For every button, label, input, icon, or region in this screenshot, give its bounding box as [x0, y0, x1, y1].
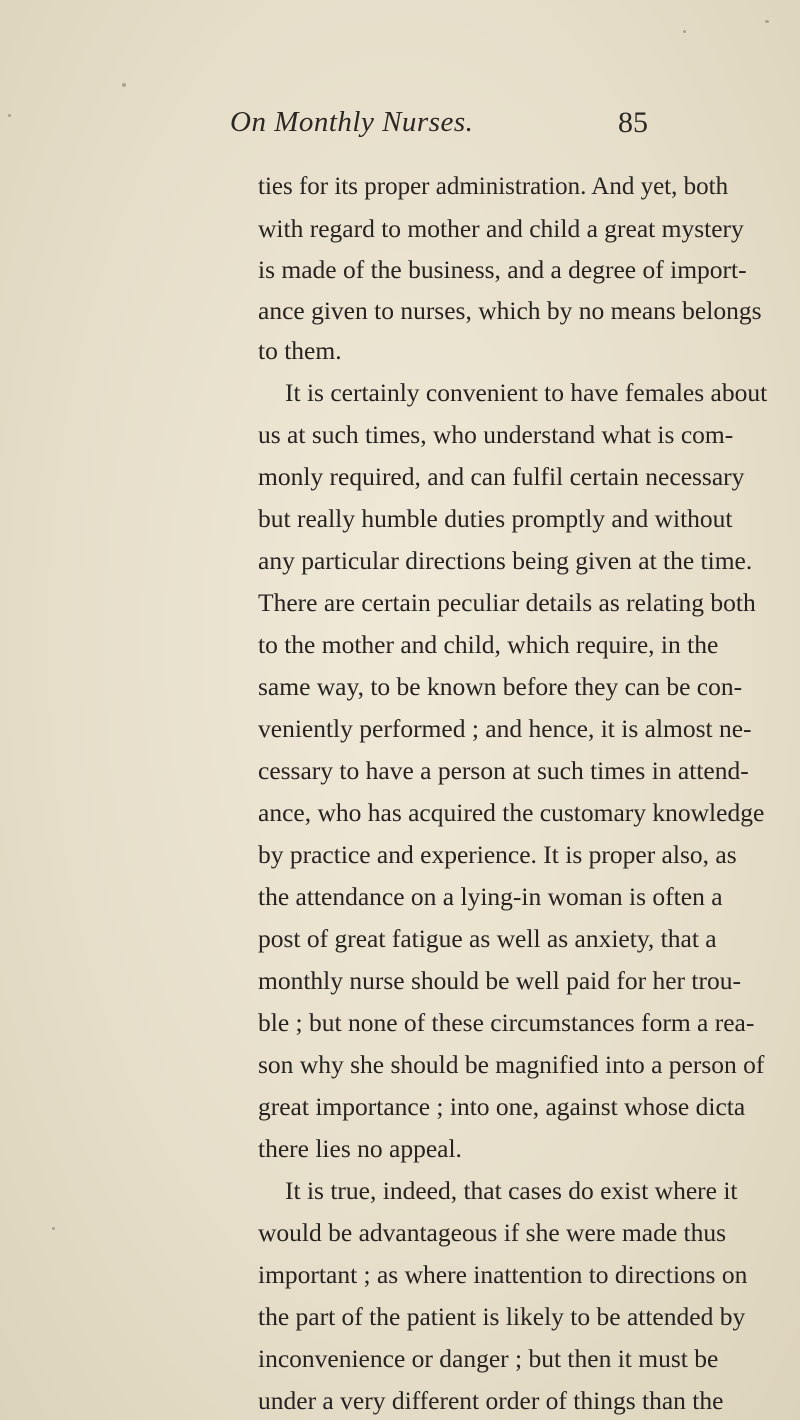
text-line: great importance ; into one, against whose dicta — [258, 1092, 746, 1121]
text-line: but really humble duties promptly and without — [258, 504, 733, 533]
text-line: the part of the patient is likely to be attended by — [258, 1302, 746, 1331]
text-line: There are certain peculiar details as relating both — [258, 588, 756, 617]
text-line: any particular directions being given at the time. — [258, 546, 753, 575]
text-line: to them. — [258, 336, 342, 365]
text-line: It is certainly convenient to have females about — [285, 378, 768, 407]
text-line: same way, to be known before they can be con- — [258, 672, 743, 701]
text-line: ble ; but none of these circumstances form a rea- — [258, 1008, 755, 1037]
text-line: cessary to have a person at such times in attend- — [258, 756, 749, 785]
paper-speck — [765, 20, 769, 23]
text-line: inconvenience or danger ; but then it must be — [258, 1344, 719, 1373]
text-line: post of great fatigue as well as anxiety, that a — [258, 924, 717, 953]
text-line: us at such times, who understand what is com- — [258, 420, 734, 449]
text-line: with regard to mother and child a great mystery — [258, 214, 744, 243]
paper-speck — [8, 114, 11, 117]
text-line: monly required, and can fulfil certain necessary — [258, 462, 745, 491]
text-line: there lies no appeal. — [258, 1134, 462, 1163]
paper-speck — [52, 1227, 55, 1230]
page-number: 85 — [618, 106, 648, 139]
text-line: would be advantageous if she were made thus — [258, 1218, 727, 1247]
text-line: ance, who has acquired the customary knowledge — [258, 798, 765, 827]
text-line: the attendance on a lying-in woman is often a — [258, 882, 723, 911]
text-line: monthly nurse should be well paid for her trou- — [258, 966, 741, 995]
text-line: under a very different order of things than the — [258, 1386, 724, 1415]
paper-speck — [683, 30, 686, 33]
text-line: by practice and experience. It is proper also, as — [258, 840, 737, 869]
running-head — [0, 102, 800, 142]
paper-speck — [122, 83, 126, 87]
text-line: ties for its proper administration. And yet, both — [258, 173, 729, 200]
text-line: It is true, indeed, that cases do exist where it — [285, 1176, 738, 1205]
text-line: important ; as where inattention to directions on — [258, 1260, 748, 1289]
text-line: veniently performed ; and hence, it is almost ne- — [258, 714, 752, 743]
text-line: to the mother and child, which require, in the — [258, 630, 719, 659]
text-line: is made of the business, and a degree of import- — [258, 255, 747, 284]
running-head-title: On Monthly Nurses. — [230, 106, 474, 138]
text-line: son why she should be magnified into a person of — [258, 1050, 765, 1079]
text-line: ance given to nurses, which by no means belongs — [258, 296, 762, 325]
